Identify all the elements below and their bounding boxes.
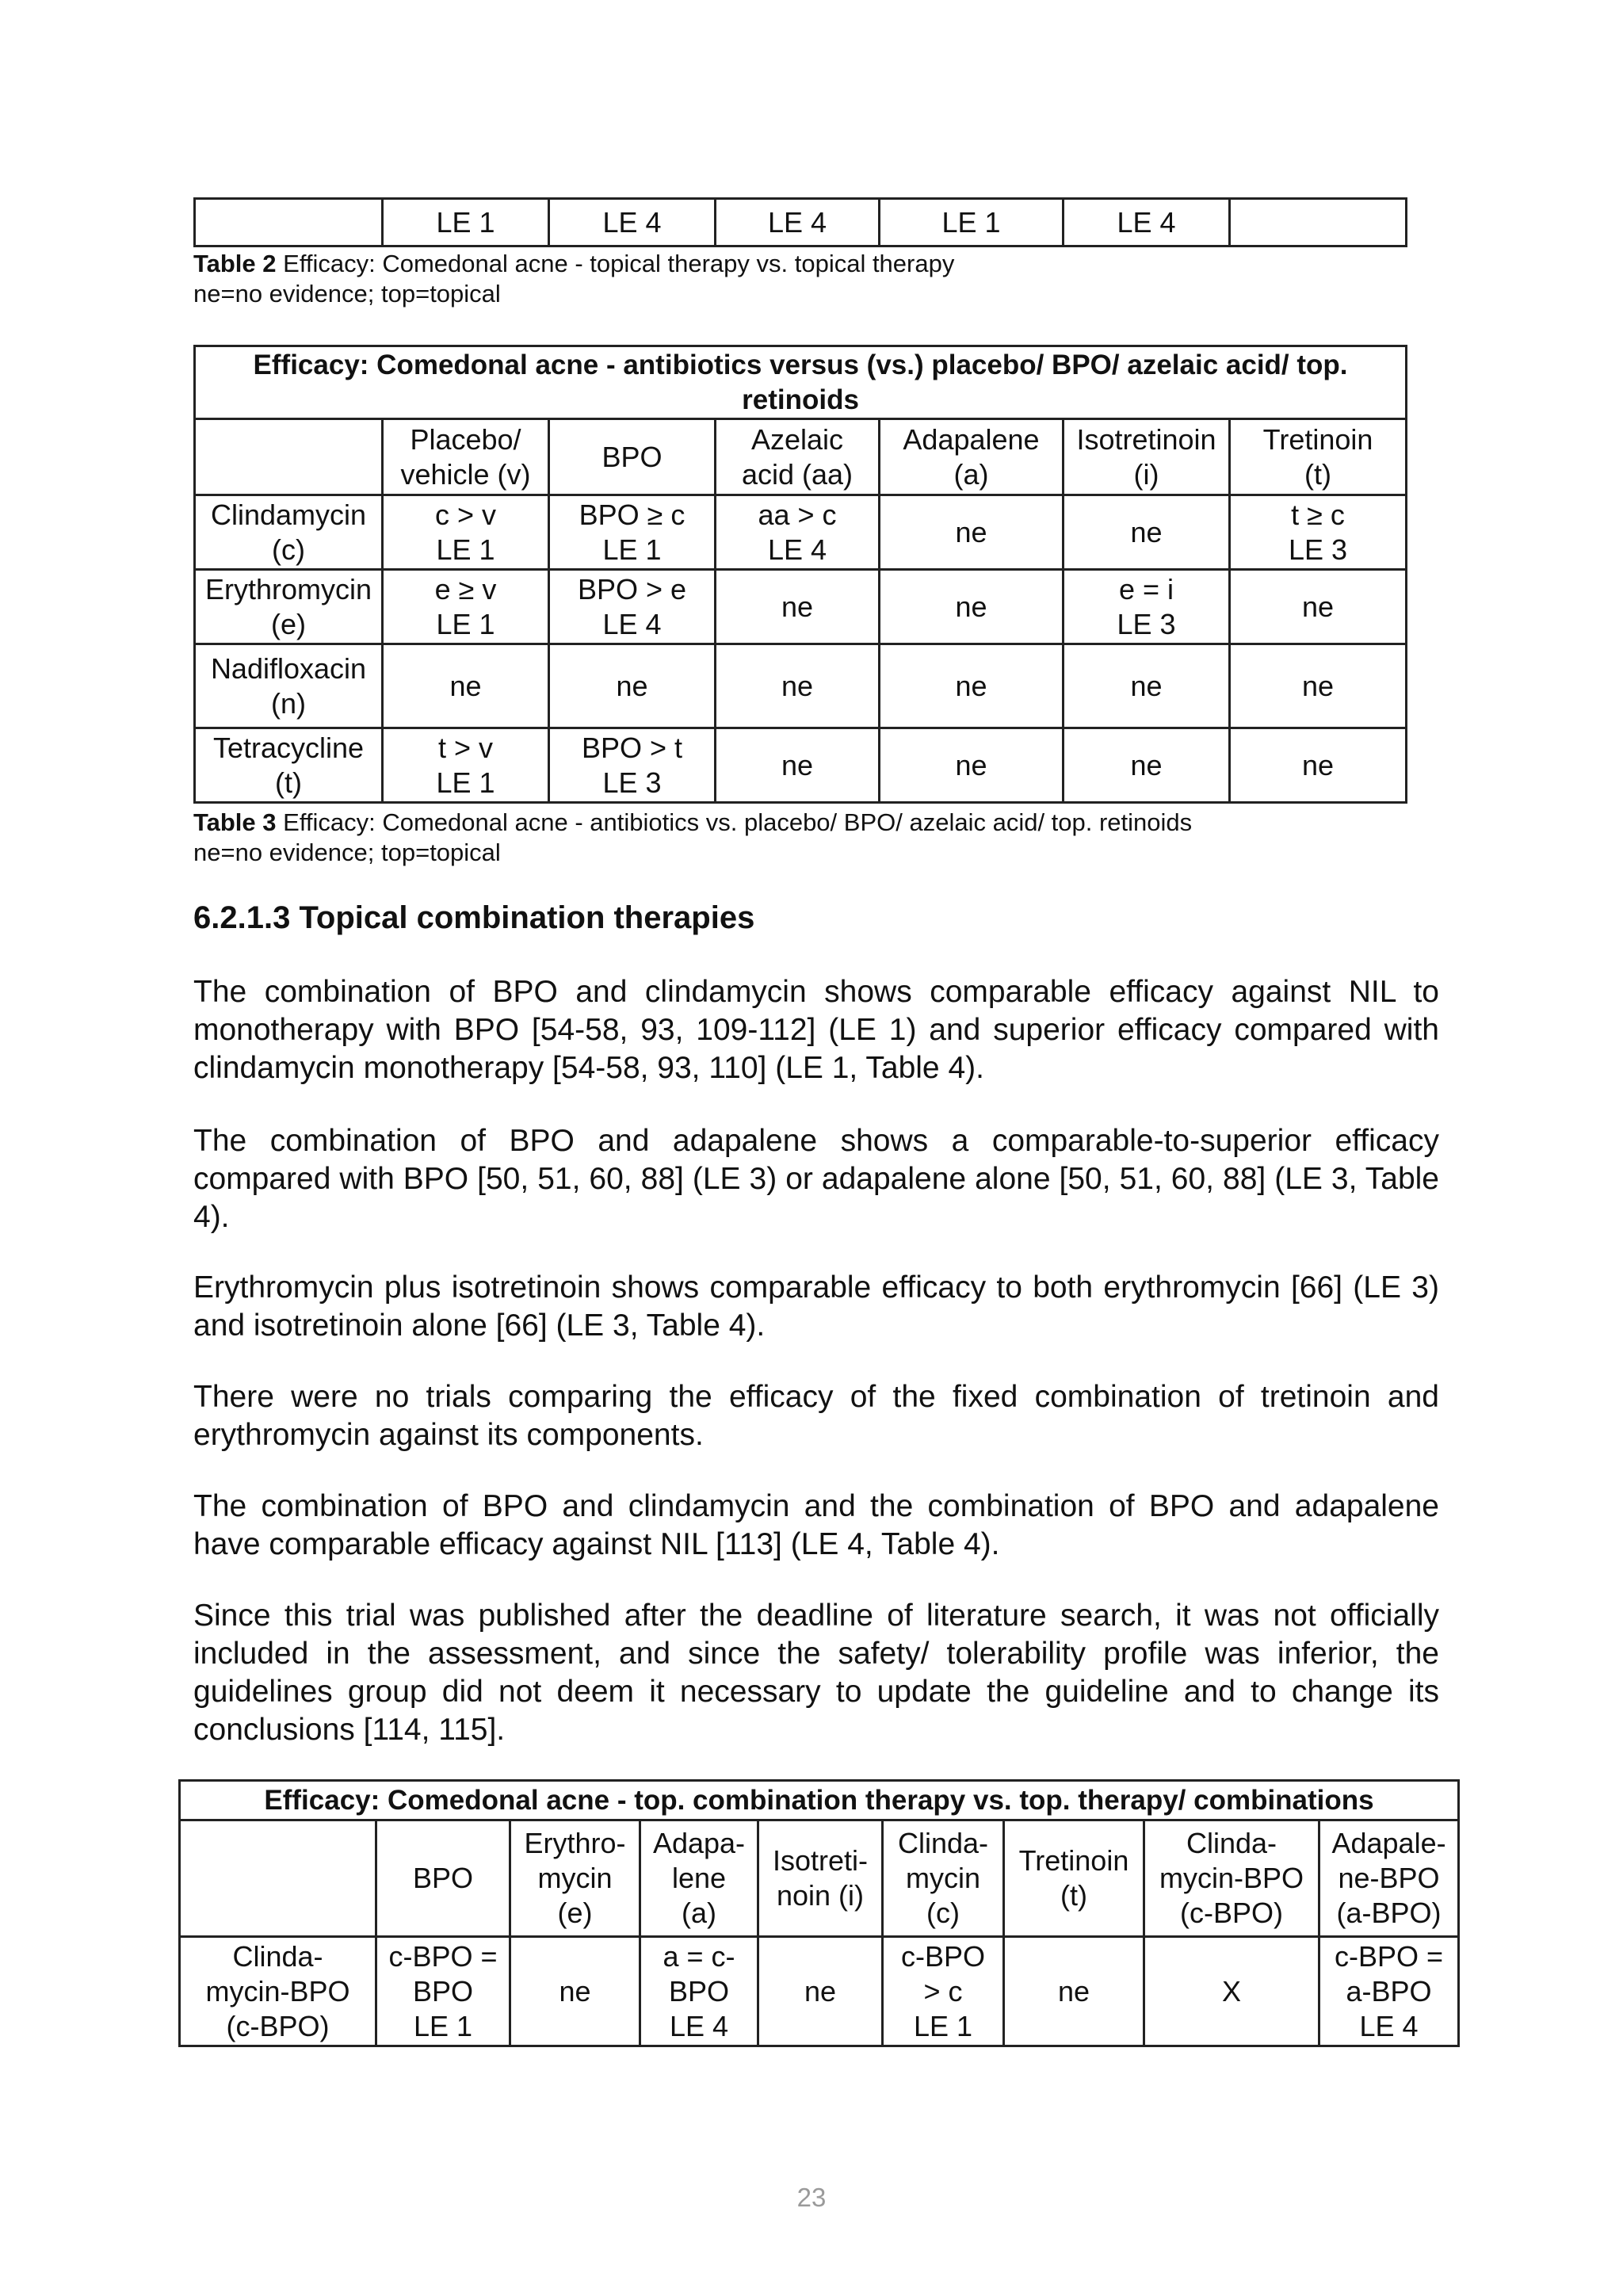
paragraph: There were no trials comparing the efficacy of the fixed combination of tretinoin and erythromycin against its components. (193, 1380, 1439, 1452)
table-cell: t > v LE 1 (383, 728, 549, 803)
table-3 (193, 345, 1407, 804)
table-cell: BPO ≥ c LE 1 (549, 495, 716, 570)
table-cell: ne (716, 644, 880, 728)
caption-text: Efficacy: Comedonal acne - antibiotics vs. placebo/ BPO/ azelaic acid/ top. retinoids (276, 808, 1193, 836)
page-number: 23 (796, 2183, 827, 2212)
caption-text: Efficacy: Comedonal acne - topical therapy vs. topical therapy (276, 250, 955, 277)
table-4-title: Efficacy: Comedonal acne - top. combination therapy vs. top. therapy/ combinations (180, 1781, 1459, 1820)
paragraph: The combination of BPO and adapalene shows a comparable-to-superior efficacy compared with BPO [50, 51, 60, 88] (LE 3) or adapalene alone [50, 51, 60, 88] (LE 3, Table 4). (193, 1124, 1439, 1234)
table-cell: LE 4 (716, 199, 880, 246)
paragraph: The combination of BPO and clindamycin and the combination of BPO and adapalene have comparable efficacy against NIL [113] (LE 4, Table 4). (193, 1489, 1439, 1561)
table-cell: Erythromycin (e) (195, 570, 383, 644)
column-header (195, 419, 383, 495)
table-cell: c-BPO > c LE 1 (883, 1937, 1004, 2046)
paragraph: Since this trial was published after the deadline of literature search, it was not officially included in the assessment, and since the safety/ tolerability profile was inferior, the guidelines group did not deem it necessary to update the guideline and to change its conclusions [114, 115]. (193, 1599, 1439, 1747)
table-cell: Tetracycline (t) (195, 728, 383, 803)
caption-label: Table 3 (193, 808, 277, 836)
table-cell: LE 1 (880, 199, 1064, 246)
table-4 (178, 1779, 1460, 2047)
table-3-caption (193, 808, 1192, 868)
table-cell: c > v LE 1 (383, 495, 549, 570)
table-cell: BPO > t LE 3 (549, 728, 716, 803)
table-cell: ne (758, 1937, 883, 2046)
table-cell: a = c- BPO LE 4 (640, 1937, 758, 2046)
table-cell: ne (1064, 495, 1230, 570)
table-cell: ne (510, 1937, 640, 2046)
column-header (180, 1820, 376, 1937)
table-cell: ne (383, 644, 549, 728)
table-cell: X (1144, 1937, 1319, 2046)
table-row (195, 728, 1407, 803)
table-cell: ne (1004, 1937, 1144, 2046)
table-cell: BPO > e LE 4 (549, 570, 716, 644)
table-row (195, 644, 1407, 728)
column-header: Clinda- mycin-BPO (c-BPO) (1144, 1820, 1319, 1937)
column-header: Isotretinoin (i) (1064, 419, 1230, 495)
caption-note: ne=no evidence; top=topical (193, 839, 501, 866)
column-header: Tretinoin (t) (1004, 1820, 1144, 1937)
table-cell: e = i LE 3 (1064, 570, 1230, 644)
table-row (195, 570, 1407, 644)
table-cell: t ≥ c LE 3 (1230, 495, 1407, 570)
table-cell: ne (1064, 728, 1230, 803)
table-cell: Clinda- mycin-BPO (c-BPO) (180, 1937, 376, 2046)
table-header-row (195, 419, 1407, 495)
column-header: Adapa- lene (a) (640, 1820, 758, 1937)
table-cell: ne (880, 728, 1064, 803)
paragraph: The combination of BPO and clindamycin shows comparable efficacy against NIL to monotherapy with BPO [54-58, 93, 109-112] (LE 1) and superior efficacy compared with clindamycin monotherapy [54-58, 93, 110] (LE 1, Table 4). (193, 975, 1439, 1085)
table-cell (195, 199, 383, 246)
column-header: Erythro- mycin (e) (510, 1820, 640, 1937)
table-row (180, 1937, 1459, 2046)
column-header: Adapale- ne-BPO (a-BPO) (1319, 1820, 1459, 1937)
table-cell: ne (880, 644, 1064, 728)
paragraph: Erythromycin plus isotretinoin shows comparable efficacy to both erythromycin [66] (LE 3) and isotretinoin alone [66] (LE 3, Table 4). (193, 1270, 1439, 1343)
column-header: Placebo/ vehicle (v) (383, 419, 549, 495)
table-cell: Nadifloxacin (n) (195, 644, 383, 728)
table-cell: Clindamycin (c) (195, 495, 383, 570)
table-cell: ne (549, 644, 716, 728)
table-cell: ne (716, 570, 880, 644)
section-heading: 6.2.1.3 Topical combination therapies (193, 900, 755, 935)
table-cell: ne (1230, 644, 1407, 728)
column-header: BPO (549, 419, 716, 495)
caption-label: Table 2 (193, 250, 277, 277)
table-cell: c-BPO = BPO LE 1 (376, 1937, 510, 2046)
table-header-row (180, 1820, 1459, 1937)
table-cell: ne (716, 728, 880, 803)
table-2-caption (193, 249, 954, 309)
table-cell: LE 4 (1064, 199, 1230, 246)
column-header: BPO (376, 1820, 510, 1937)
column-header: Adapalene (a) (880, 419, 1064, 495)
table-cell: ne (1230, 728, 1407, 803)
table-cell: ne (880, 495, 1064, 570)
table-cell: e ≥ v LE 1 (383, 570, 549, 644)
column-header: Azelaic acid (aa) (716, 419, 880, 495)
table-cell: aa > c LE 4 (716, 495, 880, 570)
column-header: Clinda- mycin (c) (883, 1820, 1004, 1937)
table-cell: ne (1064, 644, 1230, 728)
column-header: Tretinoin (t) (1230, 419, 1407, 495)
table-2-tail (193, 197, 1407, 247)
table-row (195, 199, 1407, 246)
table-row (195, 495, 1407, 570)
caption-note: ne=no evidence; top=topical (193, 280, 501, 308)
table-cell (1230, 199, 1407, 246)
table-cell: ne (1230, 570, 1407, 644)
table-3-title: Efficacy: Comedonal acne - antibiotics versus (vs.) placebo/ BPO/ azelaic acid/ top. retinoids (195, 346, 1407, 419)
table-cell: LE 1 (383, 199, 549, 246)
table-cell: LE 4 (549, 199, 716, 246)
table-cell: c-BPO = a-BPO LE 4 (1319, 1937, 1459, 2046)
column-header: Isotreti- noin (i) (758, 1820, 883, 1937)
table-cell: ne (880, 570, 1064, 644)
